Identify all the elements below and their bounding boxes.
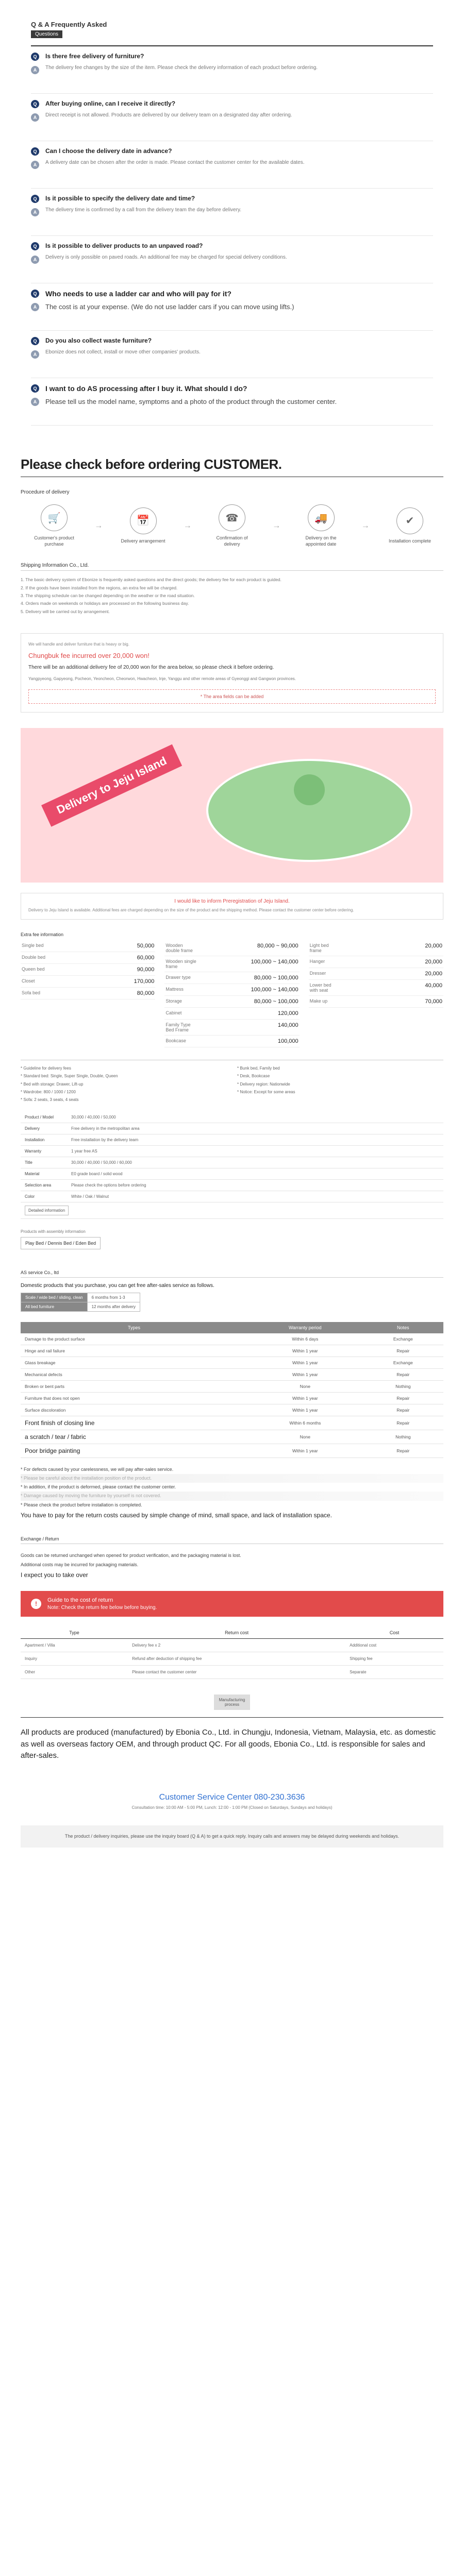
- guide-line: * Sofa: 2 seats, 3 seats, 4 seats: [21, 1097, 79, 1102]
- fee-item: Closet: [22, 978, 35, 984]
- as-period: Within 1 year: [247, 1393, 363, 1404]
- table-row: [21, 1293, 140, 1302]
- fee-item: Sofa bed: [22, 990, 41, 996]
- fee-column: [21, 940, 155, 1047]
- fee-item: Storage: [165, 998, 182, 1004]
- defect-line: * Damage caused by moving the furniture by yourself is not covered.: [21, 1492, 443, 1500]
- fee-item: Lower bed with seat: [309, 982, 332, 993]
- faq-answer: Direct receipt is not allowed. Products are delivered by our delivery team on a designated day after ordering.: [45, 112, 292, 118]
- fee-value: 140,000: [277, 1022, 299, 1029]
- table-row: [21, 1652, 443, 1666]
- cell: Scale / wide bed / sliding, clean: [21, 1293, 88, 1302]
- as-type: Hinge and rail failure: [21, 1345, 247, 1357]
- table-row: [21, 1666, 443, 1679]
- table-value: Free installation by the delivery team: [67, 1134, 443, 1146]
- phone-icon: ☎: [219, 504, 245, 531]
- fee-row: [21, 964, 155, 976]
- as-note: Repair: [363, 1404, 443, 1416]
- shipping-header: Shipping Information Co., Ltd.: [21, 563, 89, 569]
- faq-body: [45, 53, 433, 88]
- as-type: Furniture that does not open: [21, 1393, 247, 1404]
- exchange-notes: [0, 1544, 464, 1581]
- faq-marks: [31, 53, 45, 88]
- faq-body: [45, 242, 433, 278]
- as-note: Repair: [363, 1345, 443, 1357]
- arrow-right-icon: →: [94, 521, 103, 530]
- question-icon: Q: [31, 195, 39, 203]
- check-title: Please check before ordering CUSTOMER.: [21, 456, 282, 472]
- fee-row: [164, 996, 299, 1008]
- faq-answer: Delivery is only possible on paved roads. An additional fee may be charged for special delivery conditions.: [45, 255, 287, 260]
- guide-line: * Bunk bed, Family bed: [237, 1066, 280, 1071]
- faq-body: [45, 290, 433, 325]
- exchange-line: Goods can be returned unchanged when opened for product verification, and the packaging material is lost.: [21, 1553, 241, 1558]
- table-value: 30,000 / 40,000 / 50,000 / 60,000: [67, 1157, 443, 1168]
- question-icon: Q: [31, 242, 39, 250]
- fee-value: 100,000 ~ 140,000: [251, 959, 299, 965]
- table-row: [21, 1393, 443, 1404]
- faq-answer: Ebonize does not collect, install or move other companies' products.: [45, 349, 201, 355]
- fee-row: [21, 988, 155, 999]
- answer-icon: A: [31, 256, 39, 264]
- inquiry-footer: The product / delivery inquiries, please use the inquiry board (Q & A) to get a quick reply. Inquiry calls and answers may be delayed during weekends and holidays.: [21, 1825, 443, 1848]
- faq-item: [31, 94, 433, 141]
- arrow-right-icon: →: [183, 521, 192, 530]
- question-icon: Q: [31, 384, 39, 393]
- table-key: Warranty: [21, 1146, 67, 1157]
- calendar-icon: 📅: [130, 507, 157, 534]
- table-row: [21, 1191, 443, 1202]
- guide-column: [21, 1064, 227, 1104]
- as-type: Damage to the product surface: [21, 1333, 247, 1345]
- extra-fee-alert: Chungbuk fee incurred over 20,000 won!: [28, 651, 150, 659]
- table-row: [21, 1123, 443, 1134]
- as-subtitle: Domestic products that you purchase, you can get free after-sales service as follows.: [21, 1283, 214, 1289]
- faq-answer: The delivery time is confirmed by a call from the delivery team the day before delivery.: [45, 207, 241, 213]
- faq-marks: [31, 242, 45, 278]
- defect-line: * In addition, if the product is deformed, please contact the customer center.: [21, 1484, 176, 1490]
- defect-line: * For defects caused by your carelessness, we will pay after-sales service.: [21, 1467, 174, 1472]
- jeju-ribbon: Delivery to Jeju Island: [41, 744, 182, 827]
- shipping-list: [0, 571, 464, 620]
- return-cost-table: [21, 1627, 443, 1679]
- fee-value: 70,000: [425, 998, 442, 1005]
- faq-marks: [31, 290, 45, 325]
- table-header-row: [21, 1322, 443, 1333]
- fee-value: 60,000: [137, 955, 155, 961]
- guide-line: * Delivery region: Nationwide: [237, 1081, 290, 1087]
- fee-row: [309, 940, 443, 956]
- shipping-line: 2. If the goods have been installed from the regions, an extra fee will be charged.: [21, 585, 178, 590]
- as-table: [21, 1322, 443, 1458]
- faq-item: [31, 141, 433, 189]
- table-row: [21, 1168, 443, 1180]
- return-cost-banner: [21, 1591, 443, 1617]
- fee-row: [164, 972, 299, 984]
- table-row: [21, 1639, 443, 1652]
- table-row: [21, 1333, 443, 1345]
- faq-item: [31, 283, 433, 331]
- cell: Apartment / Villa: [21, 1639, 128, 1652]
- return-banner-title: Guide to the cost of return: [47, 1597, 113, 1604]
- as-period: Within 6 days: [247, 1333, 363, 1345]
- answer-icon: A: [31, 113, 39, 122]
- table-value: Please check the options before ordering: [67, 1180, 443, 1191]
- cell: Please contact the customer center: [128, 1666, 345, 1679]
- fee-value: 20,000: [425, 959, 442, 965]
- faq-section: [0, 0, 464, 441]
- faq-question: After buying online, can I receive it directly?: [45, 100, 176, 107]
- table-key: Selection area: [21, 1180, 67, 1191]
- as-note: Repair: [363, 1393, 443, 1404]
- faq-question: Who needs to use a ladder car and who will pay for it?: [45, 290, 231, 298]
- products-box: Play Bed / Dennis Bed / Eden Bed: [21, 1237, 101, 1249]
- detail-box: Detailed information: [25, 1206, 69, 1215]
- as-type: a scratch / tear / fabric: [21, 1430, 247, 1444]
- shipping-line: 3. The shipping schedule can be changed depending on the weather or the road situation.: [21, 592, 195, 598]
- as-note: Nothing: [363, 1430, 443, 1444]
- faq-question: I want to do AS processing after I buy it. What should I do?: [45, 384, 247, 393]
- as-period: Within 1 year: [247, 1369, 363, 1381]
- fee-value: 80,000 ~ 100,000: [254, 975, 299, 981]
- faq-answer: The delivery fee changes by the size of the item. Please check the delivery information of each product before ordering.: [45, 65, 318, 71]
- fee-item: Mattress: [165, 987, 184, 992]
- faq-question: Do you also collect waste furniture?: [45, 337, 152, 344]
- faq-question: Is it possible to specify the delivery date and time?: [45, 195, 195, 202]
- guide-line: * Desk, Bookcase: [237, 1074, 270, 1079]
- faq-body: [45, 195, 433, 230]
- as-period-table: [21, 1293, 140, 1312]
- answer-icon: A: [31, 208, 39, 216]
- table-value: 1 year free AS: [67, 1146, 443, 1157]
- shipping-line: 4. Orders made on weekends or holidays are processed on the following business day.: [21, 601, 189, 606]
- cell: Separate: [345, 1666, 443, 1679]
- as-type: Surface discoloration: [21, 1404, 247, 1416]
- fee-item: Wooden single frame: [165, 959, 196, 970]
- jeju-notice: [21, 893, 443, 920]
- table-key: Delivery: [21, 1123, 67, 1134]
- fee-value: 80,000 ~ 90,000: [257, 943, 299, 950]
- fee-row: [309, 996, 443, 1008]
- column-header: Notes: [363, 1322, 443, 1333]
- jeju-notice-text: Delivery to Jeju Island is available. Additional fees are charged depending on the size of the product and the shipping method. Please contact the customer center before ordering.: [28, 908, 354, 913]
- fee-row: [164, 940, 299, 956]
- as-note: Repair: [363, 1369, 443, 1381]
- extra-fee-main: There will be an additional delivery fee of 20,000 won for the area below, so please check it before ordering.: [28, 664, 274, 670]
- as-period: None: [247, 1381, 363, 1393]
- customer-center-title: Customer Service Center 080-230.3636: [159, 1792, 305, 1802]
- guide-column: [237, 1064, 443, 1104]
- faq-marks: [31, 100, 45, 135]
- answer-icon: A: [31, 66, 39, 74]
- as-period: Within 1 year: [247, 1444, 363, 1458]
- step-label: Delivery on the appointed date: [305, 535, 337, 547]
- process-step-confirmation: [209, 504, 255, 547]
- arrow-right-icon: →: [272, 521, 281, 530]
- fee-row: [164, 1036, 299, 1047]
- cell: 12 months after delivery: [87, 1302, 140, 1312]
- column-header: Warranty period: [247, 1322, 363, 1333]
- defect-line: * Please check the product before installation is completed.: [21, 1502, 142, 1507]
- step-label: Confirmation of delivery: [216, 535, 248, 547]
- fee-row: [309, 956, 443, 968]
- exchange-line: Additional costs may be incurred for packaging materials.: [21, 1562, 139, 1567]
- fee-column: [164, 940, 299, 1047]
- cell: Refund after deduction of shipping fee: [128, 1652, 345, 1666]
- origin-statement: All products are produced (manufactured) by Ebonia Co., Ltd. in Chungju, Indonesia, Vietnam, Malaysia, etc. as domestic as well as overseas factory OEM, and through product QC. For all goods, Ebonia Co., Ltd. is responsible for sales and after-sales.: [21, 1728, 436, 1760]
- table-key: Color: [21, 1191, 67, 1202]
- fee-item: Make up: [309, 998, 328, 1004]
- fee-value: 90,000: [137, 967, 155, 973]
- as-note: Repair: [363, 1416, 443, 1430]
- fee-item: Double bed: [22, 955, 46, 960]
- as-period: Within 1 year: [247, 1404, 363, 1416]
- fee-table: [21, 940, 443, 1047]
- cell: Shipping fee: [345, 1652, 443, 1666]
- fee-value: 120,000: [277, 1010, 299, 1017]
- faq-body: [45, 147, 433, 183]
- process-step-purchase: [31, 504, 77, 547]
- guide-line: * Guideline for delivery fees: [21, 1066, 71, 1071]
- fee-value: 20,000: [425, 971, 442, 977]
- table-row: [21, 1202, 443, 1219]
- column-header: Cost: [345, 1627, 443, 1639]
- fee-item: Queen bed: [22, 967, 45, 972]
- exchange-line: I expect you to take over: [21, 1571, 88, 1579]
- shipping-line: 5. Delivery will be carried out by arrangement.: [21, 608, 110, 614]
- question-icon: Q: [31, 53, 39, 61]
- table-row: [21, 1112, 443, 1123]
- table-row: [21, 1134, 443, 1146]
- as-header: AS service Co., ltd: [21, 1270, 59, 1276]
- guide-line: * Bed with storage: Drawer, Lift-up: [21, 1081, 84, 1087]
- table-value: [21, 1202, 443, 1219]
- fee-item: Family Type Bed Frame: [165, 1022, 191, 1033]
- fee-item: Hanger: [309, 959, 325, 964]
- process-steps: [21, 504, 443, 547]
- fee-item: Single bed: [22, 943, 44, 948]
- as-note: Exchange: [363, 1333, 443, 1345]
- faq-item: [31, 236, 433, 283]
- step-label: Customer's product purchase: [34, 535, 74, 547]
- truck-icon: 🚚: [308, 504, 335, 531]
- fee-row: [164, 1020, 299, 1036]
- as-period: Within 1 year: [247, 1357, 363, 1369]
- table-value: 30,000 / 40,000 / 50,000: [67, 1112, 443, 1123]
- fee-item: Drawer type: [165, 975, 191, 980]
- table-value: White / Oak / Walnut: [67, 1191, 443, 1202]
- faq-subtitle: Questions: [31, 30, 62, 38]
- extra-fee-detail: Yangpyeong, Gapyeong, Pocheon, Yeoncheon, Cheorwon, Hwacheon, Inje, Yanggu and other remote areas of Gyeonggi and Gangwon provinces.: [28, 676, 296, 681]
- delivery-guide-list: [21, 1060, 443, 1104]
- fee-value: 80,000 ~ 100,000: [254, 998, 299, 1005]
- process-step-installation: [387, 507, 433, 545]
- table-value: E0 grade board / solid wood: [67, 1168, 443, 1180]
- table-row: [21, 1416, 443, 1430]
- faq-item: [31, 189, 433, 236]
- faq-question: Is it possible to deliver products to an unpaved road?: [45, 242, 203, 249]
- table-key: Installation: [21, 1134, 67, 1146]
- faq-question: Can I choose the delivery date in advance?: [45, 147, 172, 155]
- fee-row: [309, 980, 443, 996]
- as-type: Front finish of closing line: [21, 1416, 247, 1430]
- table-row: [21, 1157, 443, 1168]
- answer-icon: A: [31, 303, 39, 311]
- fee-row: [21, 940, 155, 952]
- fee-item: Cabinet: [165, 1010, 182, 1016]
- faq-body: [45, 337, 433, 372]
- step-label: Installation complete: [388, 538, 432, 544]
- fee-column: [309, 940, 443, 1047]
- faq-answer: The cost is at your expense. (We do not use ladder cars if you can move using lifts.): [45, 303, 294, 311]
- answer-icon: A: [31, 161, 39, 169]
- customer-center-hours: Consultation time: 10:00 AM - 5:00 PM, Lunch: 12:00 - 1:00 PM (Closed on Saturdays, Sundays and holidays): [131, 1805, 333, 1810]
- table-row: [21, 1444, 443, 1458]
- return-banner-sub: Note: Check the return fee below before buying.: [47, 1605, 157, 1611]
- table-value: Free delivery in the metropolitan area: [67, 1123, 443, 1134]
- fee-row: [21, 976, 155, 988]
- as-type: Broken or bent parts: [21, 1381, 247, 1393]
- cell: 6 months from 1-3: [87, 1293, 140, 1302]
- exchange-header: Exchange / Return: [21, 1536, 59, 1542]
- faq-body: [45, 384, 433, 420]
- table-header-row: [21, 1627, 443, 1639]
- cell: All bed furniture: [21, 1302, 88, 1312]
- faq-item: [31, 46, 433, 94]
- fee-value: 20,000: [425, 943, 442, 950]
- faq-question: Is there free delivery of furniture?: [45, 53, 144, 60]
- step-label: Delivery arrangement: [121, 538, 165, 544]
- fee-item: Wooden double frame: [165, 943, 193, 954]
- table-key: Product / Model: [21, 1112, 67, 1123]
- fee-value: 40,000: [425, 982, 442, 989]
- faq-answer: Please tell us the model name, symptoms and a photo of the product through the customer center.: [45, 398, 337, 405]
- process-step-arrangement: [120, 507, 167, 545]
- table-row: [21, 1369, 443, 1381]
- as-period: Within 1 year: [247, 1345, 363, 1357]
- jeju-banner: [21, 728, 443, 883]
- question-icon: Q: [31, 100, 39, 108]
- table-key: Material: [21, 1168, 67, 1180]
- extra-fee-head: We will handle and deliver furniture that is heavy or big.: [28, 641, 129, 647]
- fee-item: Dresser: [309, 971, 326, 976]
- fee-value: 100,000 ~ 140,000: [251, 987, 299, 993]
- jeju-notice-title: I would like to inform Preregistration of Jeju Island.: [174, 899, 290, 905]
- guide-line: * Standard bed: Single, Super Single, Double, Queen: [21, 1074, 118, 1079]
- table-row: [21, 1404, 443, 1416]
- faq-marks: [31, 147, 45, 183]
- as-note: Repair: [363, 1444, 443, 1458]
- shipping-line: 1. The basic delivery system of Ebonize is frequently asked questions and the direct goods; the delivery fee for each product is guided.: [21, 577, 281, 583]
- faq-item: [31, 378, 433, 426]
- fee-row: [164, 984, 299, 996]
- faq-title: Q & A Frequently Asked: [31, 21, 107, 28]
- fee-row: [164, 956, 299, 972]
- table-row: [21, 1180, 443, 1191]
- fee-value: 170,000: [134, 978, 155, 985]
- table-row: [21, 1345, 443, 1357]
- fee-value: 80,000: [137, 990, 155, 997]
- as-note: Exchange: [363, 1357, 443, 1369]
- fee-item: Bookcase: [165, 1038, 186, 1044]
- cart-icon: 🛒: [41, 504, 68, 531]
- arrow-right-icon: →: [361, 521, 370, 530]
- products-note: Products with assembly information: [21, 1229, 86, 1234]
- alert-icon: !: [31, 1599, 41, 1609]
- area-note: * The area fields can be added: [28, 689, 436, 704]
- question-icon: Q: [31, 147, 39, 156]
- process-title: Procedure of delivery: [21, 489, 70, 495]
- cell: Additional cost: [345, 1639, 443, 1652]
- table-row: [21, 1357, 443, 1369]
- guide-line: * Notice: Except for some areas: [237, 1089, 295, 1094]
- faq-list: [31, 46, 433, 426]
- cell: Inquiry: [21, 1652, 128, 1666]
- faq-body: [45, 100, 433, 135]
- faq-marks: [31, 337, 45, 372]
- delivery-process: [0, 477, 464, 547]
- product-info-table: [21, 1112, 443, 1219]
- table-row: [21, 1381, 443, 1393]
- table-key: Title: [21, 1157, 67, 1168]
- as-type: Poor bridge painting: [21, 1444, 247, 1458]
- column-header: Return cost: [128, 1627, 345, 1639]
- table-row: [21, 1302, 140, 1312]
- question-icon: Q: [31, 337, 39, 345]
- extra-fee-box: [21, 633, 443, 713]
- as-type: Mechanical defects: [21, 1369, 247, 1381]
- fee-row: [309, 968, 443, 980]
- process-step-delivery: [298, 504, 344, 547]
- as-note: Nothing: [363, 1381, 443, 1393]
- manufacturing-label: Manufacturing process: [214, 1694, 250, 1710]
- guide-line: * Wardrobe: 800 / 1000 / 1200: [21, 1089, 76, 1094]
- check-icon: ✔: [396, 507, 423, 534]
- question-icon: Q: [31, 290, 39, 298]
- defect-line: * Please be careful about the installation position of the product.: [21, 1474, 443, 1483]
- faq-marks: [31, 195, 45, 230]
- table-row: [21, 1146, 443, 1157]
- cell: Other: [21, 1666, 128, 1679]
- fee-row: [164, 1008, 299, 1020]
- return-cost-notice: You have to pay for the return costs caused by simple change of mind, small space, and lack of installation space.: [21, 1511, 332, 1519]
- answer-icon: A: [31, 398, 39, 406]
- as-type: Glass breakage: [21, 1357, 247, 1369]
- column-header: Type: [21, 1627, 128, 1639]
- faq-item: [31, 331, 433, 378]
- table-row: [21, 1430, 443, 1444]
- faq-marks: [31, 384, 45, 420]
- fee-item: Light bed frame: [309, 943, 329, 954]
- cell: Delivery fee x 2: [128, 1639, 345, 1652]
- fee-value: 100,000: [277, 1038, 299, 1045]
- fee-row: [21, 952, 155, 964]
- fee-label: Extra fee information: [21, 932, 64, 938]
- as-period: None: [247, 1430, 363, 1444]
- column-header: Types: [21, 1322, 247, 1333]
- as-period: Within 6 months: [247, 1416, 363, 1430]
- faq-answer: A delivery date can be chosen after the order is made. Please contact the customer center for the available dates.: [45, 160, 305, 165]
- fee-value: 50,000: [137, 943, 155, 950]
- answer-icon: A: [31, 350, 39, 359]
- defects-notes: [0, 1458, 464, 1521]
